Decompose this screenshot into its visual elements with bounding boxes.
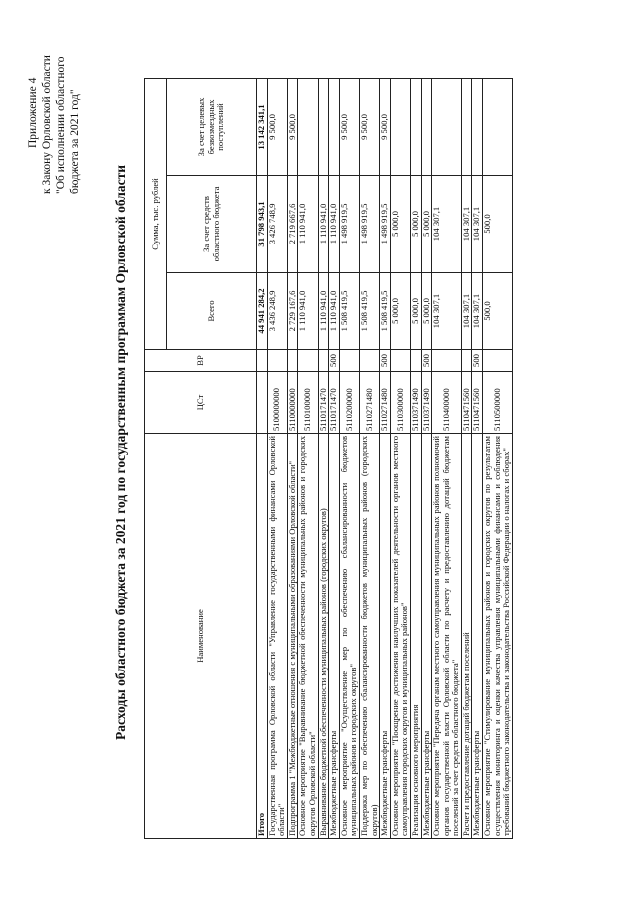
row-vr	[298, 350, 318, 372]
appendix-line-3: "Об исполнении областного	[55, 56, 67, 194]
row-cst: 5110471560	[472, 372, 483, 434]
row-targeted-funds	[390, 79, 410, 176]
row-own-funds: 31 798 943,1	[257, 176, 268, 273]
row-cst: 5110271480	[380, 372, 391, 434]
row-vr: 500	[329, 350, 340, 372]
row-total: 1 110 941,0	[318, 273, 329, 350]
appendix-line-1: Приложение 4	[27, 77, 39, 148]
table-row	[421, 79, 432, 839]
table-row	[267, 79, 287, 839]
table-row	[432, 79, 462, 839]
row-total: 104 307,1	[432, 273, 462, 350]
header-own-funds: За счет средств областного бюджета	[167, 176, 257, 273]
row-vr	[339, 350, 359, 372]
row-total: 104 307,1	[461, 273, 472, 350]
row-total: 500,0	[483, 273, 513, 350]
row-own-funds: 1 498 919,5	[359, 176, 379, 273]
row-vr	[390, 350, 410, 372]
row-own-funds: 1 110 941,0	[318, 176, 329, 273]
row-targeted-funds: 9 500,0	[380, 79, 391, 176]
row-name: Итого	[257, 434, 268, 839]
appendix-line-2: к Закону Орловской области	[41, 55, 53, 194]
row-own-funds: 104 307,1	[472, 176, 483, 273]
row-name: Межбюджетные трансферты	[329, 434, 340, 839]
header-total: Всего	[167, 273, 257, 350]
row-cst: 5110471560	[461, 372, 472, 434]
row-targeted-funds: 9 500,0	[339, 79, 359, 176]
row-own-funds: 104 307,1	[461, 176, 472, 273]
row-cst: 5110400000	[432, 372, 462, 434]
row-targeted-funds	[421, 79, 432, 176]
table-row	[339, 79, 359, 839]
row-cst: 5100000000	[267, 372, 287, 434]
row-name: Основное мероприятие "Стимулирование муниципальных районов и городских округов по результатам осуществления мониторинга и оценки качества управления муниципальными финансами и соблюдения требований бюджетного законодательства и законодательства Российской Федерации о налогах и сборах"	[483, 434, 513, 839]
row-own-funds: 1 110 941,0	[329, 176, 340, 273]
row-vr	[257, 350, 268, 372]
row-cst: 5110171470	[329, 372, 340, 434]
row-targeted-funds: 9 500,0	[287, 79, 298, 176]
row-cst: 5110171470	[318, 372, 329, 434]
row-cst: 5110300000	[390, 372, 410, 434]
table-row	[483, 79, 513, 839]
row-own-funds: 5 000,0	[410, 176, 421, 273]
row-vr	[410, 350, 421, 372]
row-total: 44 941 284,2	[257, 273, 268, 350]
row-targeted-funds: 9 500,0	[359, 79, 379, 176]
row-targeted-funds: 9 500,0	[267, 79, 287, 176]
row-total: 5 000,0	[410, 273, 421, 350]
row-cst: 5110371490	[410, 372, 421, 434]
table-row	[461, 79, 472, 839]
row-cst: 5110100000	[298, 372, 318, 434]
row-targeted-funds: 13 142 341,1	[257, 79, 268, 176]
row-name: Межбюджетные трансферты	[472, 434, 483, 839]
table-row	[390, 79, 410, 839]
row-name: Основное мероприятие "Выравнивание бюджетной обеспеченности муниципальных районов и городских округов Орловской области"	[298, 434, 318, 839]
row-name: Основное мероприятие "Поощрение достижения наилучших показателей деятельности органов местного самоуправления городских округов и муниципальных районов"	[390, 434, 410, 839]
row-name: Межбюджетные трансферты	[380, 434, 391, 839]
row-targeted-funds	[432, 79, 462, 176]
appendix-line-4: бюджета за 2021 год"	[69, 89, 81, 194]
row-own-funds: 3 426 748,9	[267, 176, 287, 273]
row-own-funds: 1 498 919,5	[339, 176, 359, 273]
table-row	[318, 79, 329, 839]
header-targeted-funds: За счет целевых безвозмездных поступлений	[167, 79, 257, 176]
row-vr	[359, 350, 379, 372]
row-vr: 500	[421, 350, 432, 372]
table-row	[257, 79, 268, 839]
row-name: Выравнивание бюджетной обеспеченности муниципальных районов (городских округов)	[318, 434, 329, 839]
row-name: Поддержка мер по обеспечению сбалансированности бюджетов муниципальных районов (городских округов)	[359, 434, 379, 839]
row-vr	[483, 350, 513, 372]
row-targeted-funds	[461, 79, 472, 176]
row-own-funds: 5 000,0	[390, 176, 410, 273]
row-targeted-funds	[298, 79, 318, 176]
row-own-funds: 500,0	[483, 176, 513, 273]
row-name: Межбюджетные трансферты	[421, 434, 432, 839]
table-row	[329, 79, 340, 839]
header-cst: ЦСт	[145, 372, 257, 434]
row-name: Основное мероприятие "Осуществление мер по обеспечению сбалансированности бюджетов муниципальных районов и городских округов"	[339, 434, 359, 839]
row-cst: 5110271480	[359, 372, 379, 434]
row-total: 1 508 419,5	[380, 273, 391, 350]
expenditure-table	[144, 78, 513, 839]
header-sum: Сумма, тыс. рублей	[145, 79, 167, 350]
page-title: Расходы областного бюджета за 2021 год по государственным программам Орловской области	[113, 165, 128, 741]
table-row	[359, 79, 379, 839]
row-vr	[267, 350, 287, 372]
row-total: 1 508 419,5	[359, 273, 379, 350]
row-vr	[432, 350, 462, 372]
row-targeted-funds	[472, 79, 483, 176]
row-total: 1 110 941,0	[298, 273, 318, 350]
row-own-funds: 5 000,0	[421, 176, 432, 273]
row-cst: 5110371490	[421, 372, 432, 434]
row-vr	[287, 350, 298, 372]
appendix-note	[26, 44, 82, 194]
table-row	[380, 79, 391, 839]
table-row	[472, 79, 483, 839]
row-own-funds: 1 498 919,5	[380, 176, 391, 273]
row-vr	[461, 350, 472, 372]
row-targeted-funds	[410, 79, 421, 176]
row-name: Реализация основного мероприятия	[410, 434, 421, 839]
row-total: 104 307,1	[472, 273, 483, 350]
table-row	[410, 79, 421, 839]
header-name: Наименование	[145, 434, 257, 839]
table-row	[298, 79, 318, 839]
row-name: Подпрограмма 1 "Межбюджетные отношения с муниципальными образованиями Орловской области"	[287, 434, 298, 839]
row-cst: 5110500000	[483, 372, 513, 434]
row-total: 5 000,0	[390, 273, 410, 350]
row-total: 5 000,0	[421, 273, 432, 350]
row-cst: 5110200000	[339, 372, 359, 434]
row-own-funds: 104 307,1	[432, 176, 462, 273]
row-total: 1 508 419,5	[339, 273, 359, 350]
row-cst	[257, 372, 268, 434]
expenditure-table-wrapper	[144, 79, 559, 839]
header-vr: ВР	[145, 350, 257, 372]
row-total: 1 110 941,0	[329, 273, 340, 350]
table-row	[287, 79, 298, 839]
row-own-funds: 2 719 667,6	[287, 176, 298, 273]
row-vr: 500	[472, 350, 483, 372]
row-cst: 5110000000	[287, 372, 298, 434]
row-own-funds: 1 110 941,0	[298, 176, 318, 273]
row-targeted-funds	[483, 79, 513, 176]
row-name: Расчет и предоставление дотаций бюджетам поселений	[461, 434, 472, 839]
row-vr	[318, 350, 329, 372]
row-total: 3 436 248,9	[267, 273, 287, 350]
row-targeted-funds	[329, 79, 340, 176]
row-name: Государственная программа Орловской области "Управление государственными финансами Орловской области"	[267, 434, 287, 839]
row-targeted-funds	[318, 79, 329, 176]
row-vr: 500	[380, 350, 391, 372]
table-body	[257, 79, 513, 839]
row-total: 2 729 167,6	[287, 273, 298, 350]
row-name: Основное мероприятие "Передача органам местного самоуправления муниципальных районов полномочий органов государственной власти Орловской области по расчету и предоставлению дотаций бюджетам поселений за счет средств областного бюджета"	[432, 434, 462, 839]
